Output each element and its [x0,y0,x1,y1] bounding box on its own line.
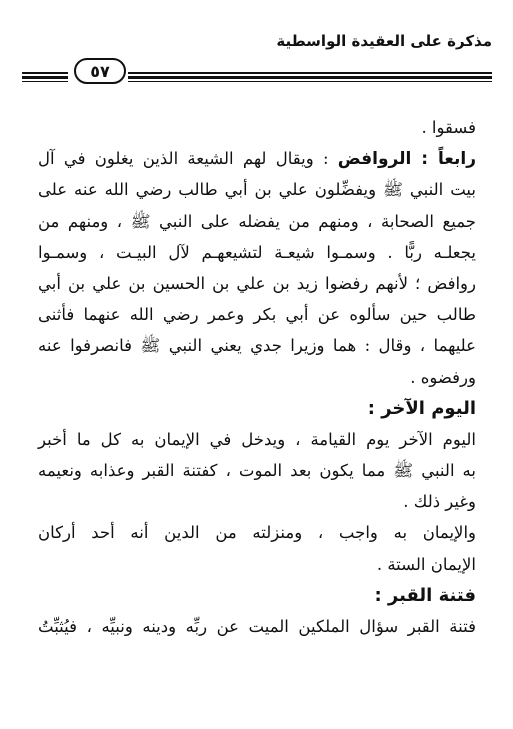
line-text: : ويقال لهم الشيعة الذين يغلون في آل [38,149,338,169]
text-line: فتنة القبر سؤال الملكين الميت عن ربِّه ودينه ونبيِّه ، فيُثبِّتُ [38,617,476,636]
text-line: طالب حين سألوه عن أبي بكر وعمر رضي الله عنهما فأثنى [38,305,476,325]
text-line: فسقوا . [421,118,476,137]
text-line: يجعلـه ربًّا . وسمـوا شيعـة لتشيعهـم لآل البيـت ، وسمـوا [38,242,476,262]
text-line: روافض ؛ لأنهم رفضوا زيد بن علي بن الحسين بن علي بن أبي [38,273,476,293]
text-line: عليهما ، وقال : هما وزيرا جدي يعني النبي ﷺ فانصرفوا عنه [38,336,476,356]
text-line: والإيمان به واجب ، ومنزلته من الدين أنه أحد أركان [38,523,476,543]
section-heading: اليوم الآخر : [367,397,476,419]
text-line: وغير ذلك . [403,492,476,512]
section-heading: فتنة القبر : [374,584,476,606]
text-line: جميع الصحابة ، ومنهم من يفضله على النبي ﷺ ، ومنهم من [38,211,476,231]
text-line: به النبي ﷺ مما يكون بعد الموت ، كفتنة القبر وعذابه ونعيمه [38,461,476,481]
text-line: اليوم الآخر يوم القيامة ، ويدخل في الإيمان به كل ما أخبر [38,429,476,449]
page-header [22,28,492,92]
body-text [38,112,476,642]
page-number: ٥٧ [74,58,126,84]
text-line: الإيمان الستة . [376,554,476,574]
text-line [38,143,476,174]
inline-heading: رابعاً : الروافض [337,149,476,170]
text-line: بيت النبي ﷺ ويفضِّلون علي بن أبي طالب رضي الله عنه على [38,180,476,200]
text-line: ورفضوه . [410,367,476,387]
running-title: مذكرة على العقيدة الواسطية [276,32,492,50]
